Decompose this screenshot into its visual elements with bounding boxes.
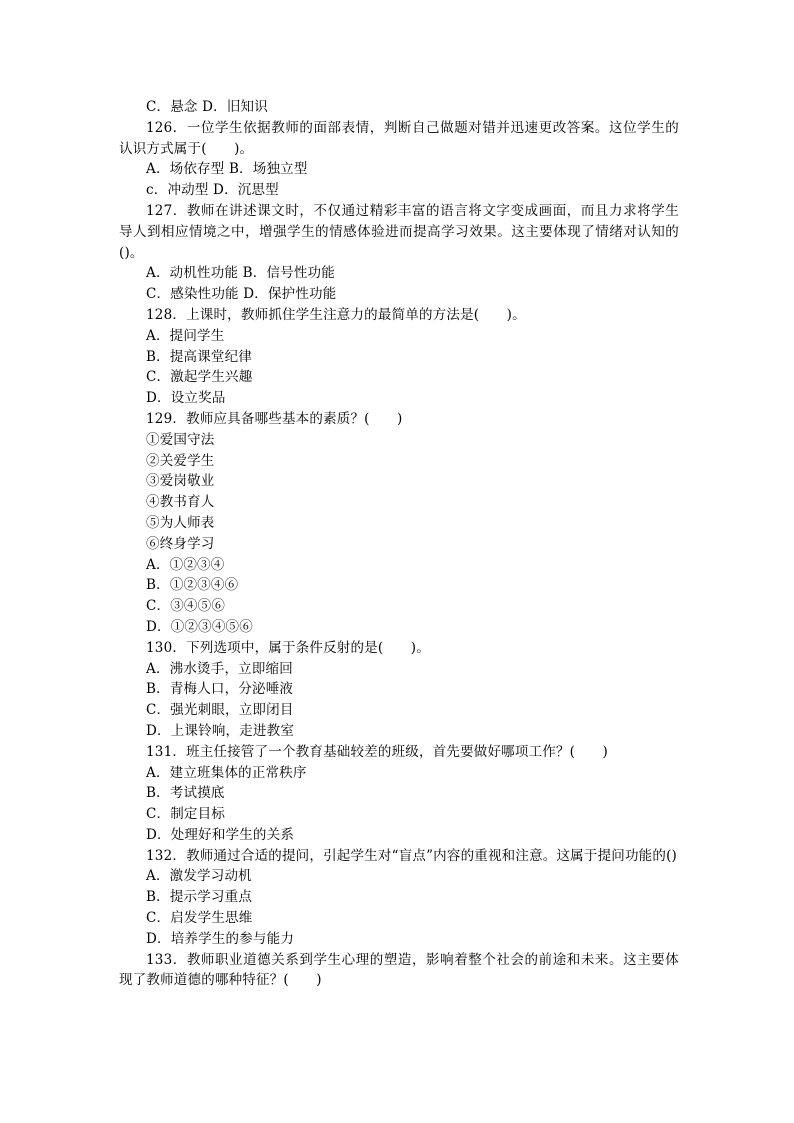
question-128: 128．上课时，教师抓住学生注意力的最简单的方法是( )。 — [146, 306, 526, 323]
option-line: c．冲动型 D．沉思型 — [146, 182, 279, 199]
option-line: C．悬念 D．旧知识 — [146, 99, 268, 115]
option-d: D．①②③④⑤⑥ — [146, 618, 253, 635]
question-130: 130．下列选项中，属于条件反射的是( )。 — [146, 639, 430, 656]
list-item: ①爱国守法 — [146, 431, 215, 448]
option-c: C．启发学生思维 — [146, 910, 253, 927]
option-b: B．①②③④⑥ — [146, 577, 239, 594]
list-item: ⑥终身学习 — [146, 535, 215, 552]
list-item: ③爱岗敬业 — [146, 473, 215, 490]
question-129: 129．教师应具备哪些基本的素质？( ) — [146, 410, 403, 427]
list-item: ⑤为人师表 — [146, 514, 215, 531]
option-a: A．沸水烫手，立即缩回 — [146, 660, 293, 677]
option-a: A．①②③④ — [146, 556, 225, 573]
question-126: 126．一位学生依据教师的面部表情，判断自己做题对错并迅速更改答案。这位学生的认识方式属于( )。 — [119, 119, 679, 157]
option-d: D．设立奖品 — [146, 390, 226, 407]
option-line: C．感染性功能 D．保护性功能 — [146, 286, 337, 303]
option-a: A．建立班集体的正常秩序 — [146, 764, 307, 781]
question-list — [119, 97, 679, 991]
list-item: ④教书育人 — [146, 494, 215, 511]
question-127: 127．教师在讲述课文时，不仅通过精彩丰富的语言将文字变成画面，而且力求将学生导人到相应情境之中，增强学生的情感体验进而提高学习效果。这主要体现了情绪对认知的()。 — [119, 202, 679, 261]
option-a: A．激发学习动机 — [146, 868, 252, 885]
option-c: C．强光刺眼，立即闭目 — [146, 702, 294, 719]
option-c: C．③④⑤⑥ — [146, 598, 226, 615]
option-line: A．场依存型 B．场独立型 — [146, 161, 308, 178]
option-d: D．上课铃响，走进教室 — [146, 722, 295, 739]
question-131: 131．班主任接管了一个教育基础较差的班级，首先要做好哪项工作？( ) — [146, 743, 608, 760]
option-d: D．处理好和学生的关系 — [146, 826, 295, 843]
list-item: ②关爱学生 — [146, 452, 215, 469]
option-d: D．培养学生的参与能力 — [146, 930, 295, 947]
question-132: 132．教师通过合适的提问，引起学生对“盲点”内容的重视和注意。这属于提问功能的() — [146, 847, 678, 864]
option-b: B．提高课堂纪律 — [146, 348, 253, 365]
question-133: 133．教师职业道德关系到学生心理的塑造，影响着整个社会的前途和未来。这主要体现了教师道德的哪种特征？( ) — [119, 951, 679, 989]
option-b: B．考试摸底 — [146, 785, 225, 802]
option-a: A．提问学生 — [146, 327, 225, 344]
option-c: C．激起学生兴趣 — [146, 369, 253, 386]
option-c: C．制定目标 — [146, 806, 226, 823]
option-b: B．提示学习重点 — [146, 889, 253, 906]
option-line: A．动机性功能 B．信号性功能 — [146, 265, 335, 282]
option-b: B．青梅人口，分泌唾液 — [146, 681, 294, 698]
